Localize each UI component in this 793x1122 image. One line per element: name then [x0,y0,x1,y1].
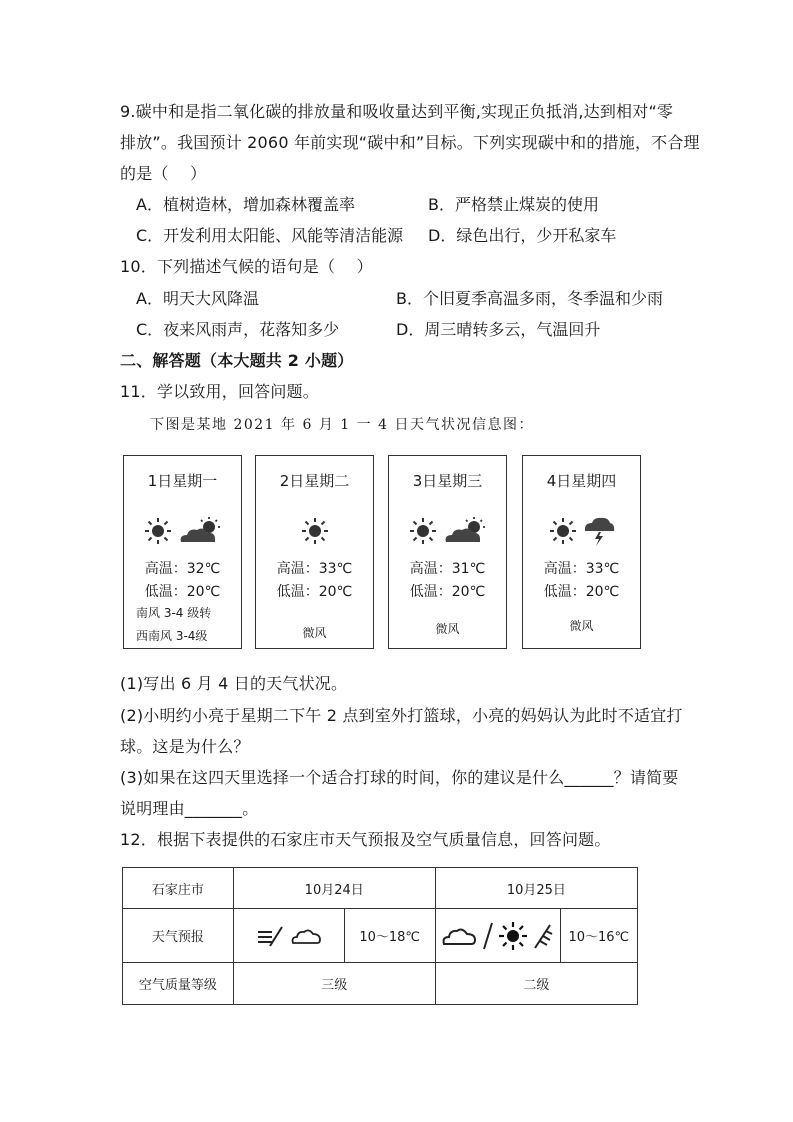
sun-icon [300,516,330,546]
weather-card-3 [388,455,507,649]
card-day: 3日星期三 [412,472,483,490]
weather-forecast-table [122,867,638,1005]
q11-part2-line1: (2)小明约小亮于星期二下午 2 点到室外打篮球，小亮的妈妈认为此时不适宜打 [120,706,683,725]
section-heading: 二、解答题（本大题共 2 小题） [120,351,354,370]
q11-part2-line2: 球。这是为什么？ [120,737,250,756]
sun-icon [498,921,528,951]
fog-icon [256,924,286,948]
thunderstorm-icon [582,515,616,547]
card-low: 低温：20℃ [409,584,486,600]
card-wind-line1: 南风 3-4 级转 [136,606,212,620]
partly-cloudy-icon [177,516,223,546]
weather-card-4 [522,455,641,649]
date-cell-2: 10月25日 [435,868,637,909]
q10-option-a: A．明天大风降温 [136,289,259,308]
card-low: 低温：20℃ [276,584,353,600]
q9-line1: 9.碳中和是指二氧化碳的排放量和吸收量达到平衡,实现正负抵消,达到相对“零 [120,102,674,121]
card-wind: 微风 [569,619,594,633]
q11-stem: 11．学以致用，回答问题。 [120,382,319,401]
card-low: 低温：20℃ [144,584,221,600]
slash-divider-icon [482,921,494,951]
forecast-icons-cell-1 [233,909,344,963]
card-wind: 微风 [435,622,460,636]
city-cell: 石家庄市 [123,868,234,909]
q9-line2: 排放”。我国预计 2060 年前实现“碳中和”目标。下列实现碳中和的措施，不合理 [120,133,700,152]
date-cell-1: 10月24日 [233,868,435,909]
forecast-label-cell: 天气预报 [123,909,234,963]
temp-cell-1: 10～18℃ [344,909,435,963]
air-quality-cell-2: 二级 [435,963,637,1005]
q9-line3: 的是（ ） [120,164,207,183]
cloud-icon [290,926,322,946]
q10-option-d: D．周三晴转多云，气温回升 [396,320,601,339]
card-high: 高温：32℃ [144,561,221,577]
temp-cell-2: 10～16℃ [560,909,637,963]
partly-cloudy-icon [442,516,488,546]
card-low: 低温：20℃ [543,584,620,600]
sun-icon [143,516,173,546]
forecast-icons-cell-2 [435,909,560,963]
sun-icon [408,516,438,546]
weather-card-2 [255,455,374,649]
q11-part3-line1: (3)如果在这四天里选择一个适合打球的时间，你的建议是什么______？请简要 [120,768,679,787]
q9-option-a: A．植树造林，增加森林覆盖率 [136,195,355,214]
q10-option-b: B．个旧夏季高温多雨，冬季温和少雨 [396,289,663,308]
card-wind-line2: 西南风 3-4级 [136,629,208,643]
card-day: 2日星期二 [279,472,350,490]
q9-option-c: C．开发利用太阳能、风能等清洁能源 [136,226,404,245]
q9-option-b: B．严格禁止煤炭的使用 [428,195,599,214]
weather-card-1 [123,455,242,649]
air-quality-cell-1: 三级 [233,963,435,1005]
q11-part3-line2: 说明理由_______。 [120,799,259,818]
sun-icon [548,516,578,546]
card-day: 4日星期四 [546,472,617,490]
q10-stem: 10．下列描述气候的语句是（ ） [120,257,373,276]
q11-part1: (1)写出 6 月 4 日的天气状况。 [120,674,348,693]
q12-stem: 12．根据下表提供的石家庄市天气预报及空气质量信息，回答问题。 [120,830,611,849]
card-wind: 微风 [302,626,327,640]
q9-option-d: D．绿色出行，少开私家车 [428,226,617,245]
cloud-icon [441,925,477,947]
air-quality-label-cell: 空气质量等级 [123,963,234,1005]
card-high: 高温：31℃ [409,561,486,577]
card-day: 1日星期一 [147,472,218,490]
wind-icon [532,921,554,951]
card-high: 高温：33℃ [276,561,353,577]
card-high: 高温：33℃ [543,561,620,577]
q10-option-c: C．夜来风雨声，花落知多少 [136,320,340,339]
q11-caption: 下图是某地 2021 年 6 月 1 一 4 日天气状况信息图： [150,417,534,433]
